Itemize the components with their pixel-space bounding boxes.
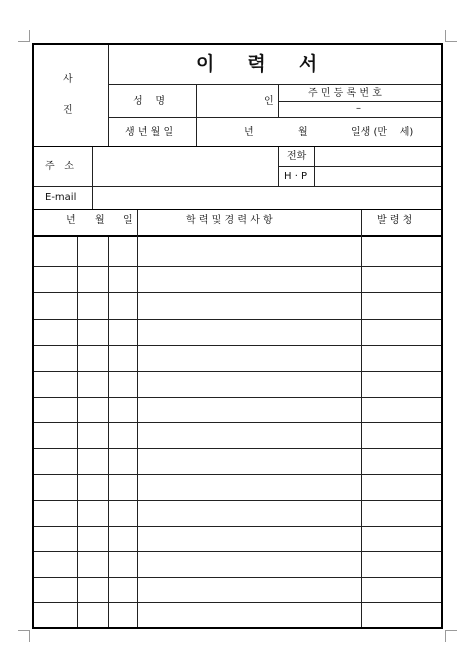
column-day: 일 — [123, 215, 133, 226]
crop-mark — [445, 630, 457, 631]
column-issuer: 발 령 청 — [377, 215, 413, 226]
crop-mark — [445, 30, 446, 41]
resident-number-dash: – — [356, 103, 361, 114]
birth-year-label: 년 — [244, 127, 254, 138]
column-year: 년 — [66, 215, 76, 226]
crop-mark — [18, 630, 30, 631]
photo-label-1: 사 — [63, 74, 73, 85]
crop-mark — [445, 630, 446, 642]
mobile-label: H · P — [284, 171, 308, 182]
crop-mark — [18, 41, 30, 42]
phone-label: 전화 — [287, 151, 307, 162]
crop-mark — [29, 630, 30, 642]
birth-label: 생 년 월 일 — [125, 127, 174, 138]
resident-number-label: 주 민 등 록 번 호 — [308, 88, 382, 99]
birth-month-label: 월 — [298, 127, 308, 138]
column-history: 학 력 및 경 력 사 항 — [186, 215, 273, 226]
address-label: 주 소 — [45, 161, 74, 172]
document-title: 이 력 서 — [196, 53, 318, 75]
column-month: 월 — [95, 215, 105, 226]
crop-mark — [445, 41, 457, 42]
photo-label-2: 진 — [63, 105, 73, 116]
name-label: 성 명 — [133, 96, 166, 107]
email-label: E-mail — [45, 192, 77, 203]
birth-day-age-label: 일생 (만 세) — [351, 127, 414, 138]
crop-mark — [29, 30, 30, 41]
seal-label: 인 — [264, 96, 274, 107]
